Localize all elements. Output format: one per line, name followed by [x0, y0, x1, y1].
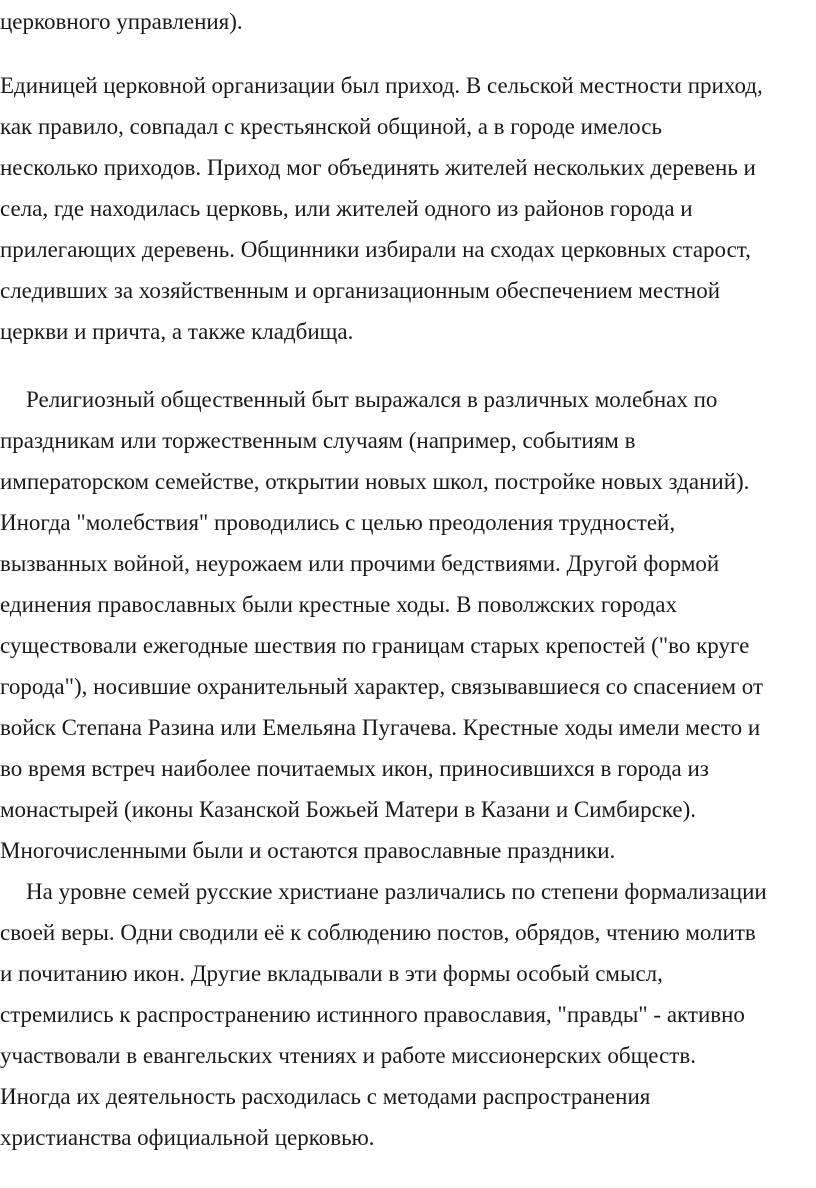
text-line: церковного управления).: [0, 9, 243, 34]
text-line: Многочисленными были и остаются православные праздники.: [0, 838, 616, 863]
text-line: стремились к распространению истинного православия, "правды" - активно: [0, 1002, 745, 1027]
text-line: Иногда "молебствия" проводились с целью преодоления трудностей,: [0, 510, 676, 535]
text-line: Религиозный общественный быт выражался в различных молебнах по: [26, 387, 718, 412]
text-line: участвовали в евангельских чтениях и работе миссионерских обществ.: [0, 1043, 696, 1068]
text-line: императорском семействе, открытии новых школ, постройке новых зданий).: [0, 469, 750, 494]
text-line: Единицей церковной организации был приход. В сельской местности приход,: [0, 73, 763, 98]
text-line: своей веры. Одни сводили её к соблюдению постов, обрядов, чтению молитв: [0, 920, 756, 945]
text-line: войск Степана Разина или Емельяна Пугачева. Крестные ходы имели место и: [0, 715, 761, 740]
text-line: монастырей (иконы Казанской Божьей Матери в Казани и Симбирске).: [0, 797, 697, 822]
text-line: села, где находилась церковь, или жителей одного из районов города и: [0, 196, 693, 221]
text-line: вызванных войной, неурожаем или прочими бедствиями. Другой формой: [0, 551, 720, 576]
text-line: следивших за хозяйственным и организационным обеспечением местной: [0, 278, 720, 303]
text-line: несколько приходов. Приход мог объединять жителей нескольких деревень и: [0, 155, 756, 180]
text-line: прилегающих деревень. Общинники избирали на сходах церковных старост,: [0, 237, 751, 262]
text-line: христианства официальной церковью.: [0, 1125, 375, 1150]
text-line: и почитанию икон. Другие вкладывали в эти формы особый смысл,: [0, 961, 663, 986]
text-line: единения православных были крестные ходы. В поволжских городах: [0, 592, 677, 617]
text-line: праздникам или торжественным случаям (например, событиям в: [0, 428, 636, 453]
text-line: как правило, совпадал с крестьянской общиной, а в городе имелось: [0, 114, 662, 139]
text-line: Иногда их деятельность расходилась с методами распространения: [0, 1084, 651, 1109]
text-line: во время встреч наиболее почитаемых икон, приносившихся в города из: [0, 756, 709, 781]
text-line: города"), носившие охранительный характер, связывавшиеся со спасением от: [0, 674, 764, 699]
text-line: существовали ежегодные шествия по границам старых крепостей ("во круге: [0, 633, 750, 658]
text-line: На уровне семей русские христиане различались по степени формализации: [26, 879, 767, 904]
text-line: церкви и причта, а также кладбища.: [0, 319, 354, 344]
